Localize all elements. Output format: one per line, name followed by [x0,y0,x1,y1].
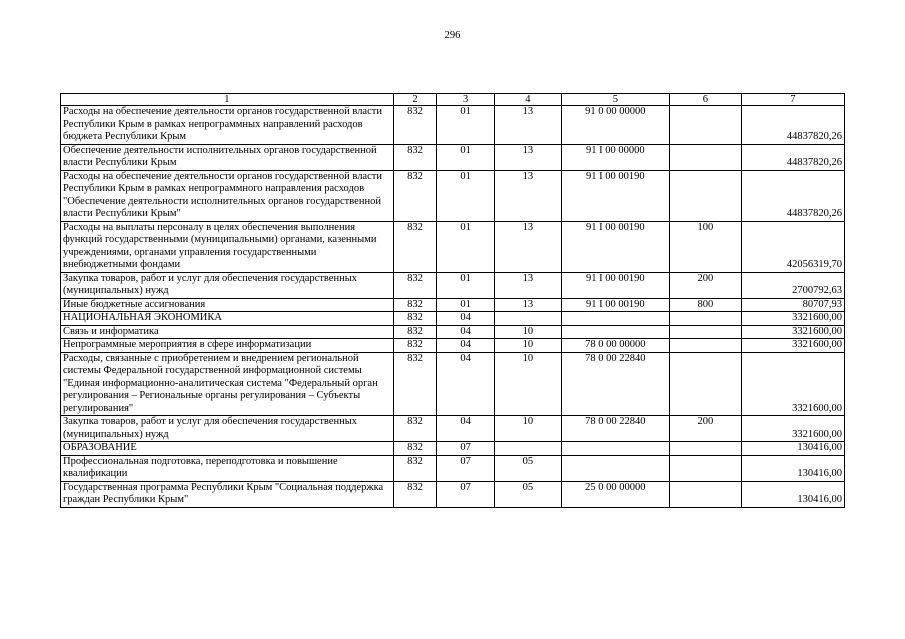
subsection-code-cell: 10 [494,416,561,442]
target-article-cell: 91 I 00 00190 [561,298,669,312]
target-article-cell: 25 0 00 00000 [561,481,669,507]
column-header: 4 [494,94,561,106]
table-row [61,298,845,312]
table-row [61,339,845,353]
target-article-cell [561,442,669,456]
subsection-code-cell: 13 [494,298,561,312]
expense-name-cell: Расходы на обеспечение деятельности органов государственной власти Республики Крым в рамках непрограммных направлений расходов бюджета Республики Крым [61,106,394,145]
column-header: 1 [61,94,394,106]
target-article-cell [561,312,669,326]
expense-type-cell: 800 [669,298,741,312]
amount-cell: 2700792,63 [741,272,844,298]
table-row [61,221,845,272]
amount-cell: 130416,00 [741,455,844,481]
ministry-code-cell: 832 [393,442,436,456]
table-row [61,272,845,298]
subsection-code-cell: 10 [494,339,561,353]
section-code-cell: 04 [437,339,495,353]
ministry-code-cell: 832 [393,339,436,353]
expense-type-cell [669,352,741,416]
section-code-cell: 07 [437,481,495,507]
amount-cell: 3321600,00 [741,352,844,416]
budget-table [60,93,845,508]
subsection-code-cell: 10 [494,325,561,339]
target-article-cell: 91 I 00 00190 [561,272,669,298]
expense-type-cell: 200 [669,416,741,442]
amount-cell: 42056319,70 [741,221,844,272]
table-body [61,94,845,508]
section-code-cell: 01 [437,144,495,170]
ministry-code-cell: 832 [393,352,436,416]
target-article-cell: 78 0 00 22840 [561,416,669,442]
ministry-code-cell: 832 [393,144,436,170]
column-header: 5 [561,94,669,106]
expense-type-cell: 100 [669,221,741,272]
target-article-cell: 78 0 00 00000 [561,339,669,353]
ministry-code-cell: 832 [393,106,436,145]
expense-name-cell: Расходы на выплаты персоналу в целях обеспечения выполнения функций государственными (муниципальными) органами, казенными учреждениями, органами управления государственными внебюджетными фондами [61,221,394,272]
expense-name-cell: Государственная программа Республики Крым "Социальная поддержка граждан Республики Крым" [61,481,394,507]
subsection-code-cell [494,312,561,326]
expense-name-cell: Закупка товаров, работ и услуг для обеспечения государственных (муниципальных) нужд [61,416,394,442]
target-article-cell: 78 0 00 22840 [561,352,669,416]
amount-cell: 3321600,00 [741,416,844,442]
expense-type-cell: 200 [669,272,741,298]
table-row [61,455,845,481]
amount-cell: 3321600,00 [741,312,844,326]
expense-type-cell [669,325,741,339]
ministry-code-cell: 832 [393,416,436,442]
table-row [61,144,845,170]
amount-cell: 130416,00 [741,442,844,456]
expense-name-cell: Обеспечение деятельности исполнительных органов государственной власти Республики Крым [61,144,394,170]
subsection-code-cell: 13 [494,221,561,272]
section-code-cell: 04 [437,352,495,416]
amount-cell: 44837820,26 [741,170,844,221]
section-code-cell: 01 [437,272,495,298]
expense-name-cell: ОБРАЗОВАНИЕ [61,442,394,456]
ministry-code-cell: 832 [393,312,436,326]
section-code-cell: 07 [437,455,495,481]
table-row [61,312,845,326]
section-code-cell: 01 [437,106,495,145]
section-code-cell: 04 [437,416,495,442]
target-article-cell [561,325,669,339]
expense-type-cell [669,481,741,507]
expense-name-cell: Профессиональная подготовка, переподготовка и повышение квалификации [61,455,394,481]
expense-type-cell [669,312,741,326]
ministry-code-cell: 832 [393,221,436,272]
ministry-code-cell: 832 [393,325,436,339]
section-code-cell: 01 [437,298,495,312]
section-code-cell: 04 [437,312,495,326]
expense-name-cell: Связь и информатика [61,325,394,339]
section-code-cell: 01 [437,170,495,221]
target-article-cell: 91 I 00 00000 [561,144,669,170]
expense-type-cell [669,144,741,170]
table-row [61,170,845,221]
ministry-code-cell: 832 [393,455,436,481]
target-article-cell: 91 0 00 00000 [561,106,669,145]
table-row [61,325,845,339]
ministry-code-cell: 832 [393,272,436,298]
target-article-cell: 91 I 00 00190 [561,221,669,272]
expense-name-cell: Закупка товаров, работ и услуг для обеспечения государственных (муниципальных) нужд [61,272,394,298]
table-header-row [61,94,845,106]
column-header: 7 [741,94,844,106]
page-number: 296 [444,30,461,41]
expense-name-cell: НАЦИОНАЛЬНАЯ ЭКОНОМИКА [61,312,394,326]
section-code-cell: 04 [437,325,495,339]
subsection-code-cell: 10 [494,352,561,416]
table-row [61,481,845,507]
table-row [61,442,845,456]
subsection-code-cell: 13 [494,272,561,298]
amount-cell: 130416,00 [741,481,844,507]
amount-cell: 80707,93 [741,298,844,312]
subsection-code-cell: 13 [494,170,561,221]
expense-type-cell [669,106,741,145]
amount-cell: 44837820,26 [741,106,844,145]
amount-cell: 3321600,00 [741,339,844,353]
amount-cell: 44837820,26 [741,144,844,170]
ministry-code-cell: 832 [393,481,436,507]
subsection-code-cell: 05 [494,481,561,507]
target-article-cell [561,455,669,481]
expense-name-cell: Иные бюджетные ассигнования [61,298,394,312]
subsection-code-cell: 13 [494,144,561,170]
expense-type-cell [669,455,741,481]
target-article-cell: 91 I 00 00190 [561,170,669,221]
column-header: 3 [437,94,495,106]
table-row [61,106,845,145]
expense-name-cell: Расходы на обеспечение деятельности органов государственной власти Республики Крым в рамках непрограммного направления расходов "Обеспечение деятельности исполнительных органов государственной власти Республики Крым" [61,170,394,221]
expense-name-cell: Расходы, связанные с приобретением и внедрением региональной системы Федеральной государственной информационной системы "Единая информационно-аналитическая система "Федеральный орган регулирования – Региональные органы регулирования – Субъекты регулирования" [61,352,394,416]
table-row [61,352,845,416]
amount-cell: 3321600,00 [741,325,844,339]
expense-type-cell [669,442,741,456]
subsection-code-cell [494,442,561,456]
subsection-code-cell: 05 [494,455,561,481]
column-header: 2 [393,94,436,106]
section-code-cell: 07 [437,442,495,456]
section-code-cell: 01 [437,221,495,272]
expense-name-cell: Непрограммные мероприятия в сфере информатизации [61,339,394,353]
ministry-code-cell: 832 [393,298,436,312]
table-row [61,416,845,442]
expense-type-cell [669,339,741,353]
subsection-code-cell: 13 [494,106,561,145]
column-header: 6 [669,94,741,106]
ministry-code-cell: 832 [393,170,436,221]
expense-type-cell [669,170,741,221]
